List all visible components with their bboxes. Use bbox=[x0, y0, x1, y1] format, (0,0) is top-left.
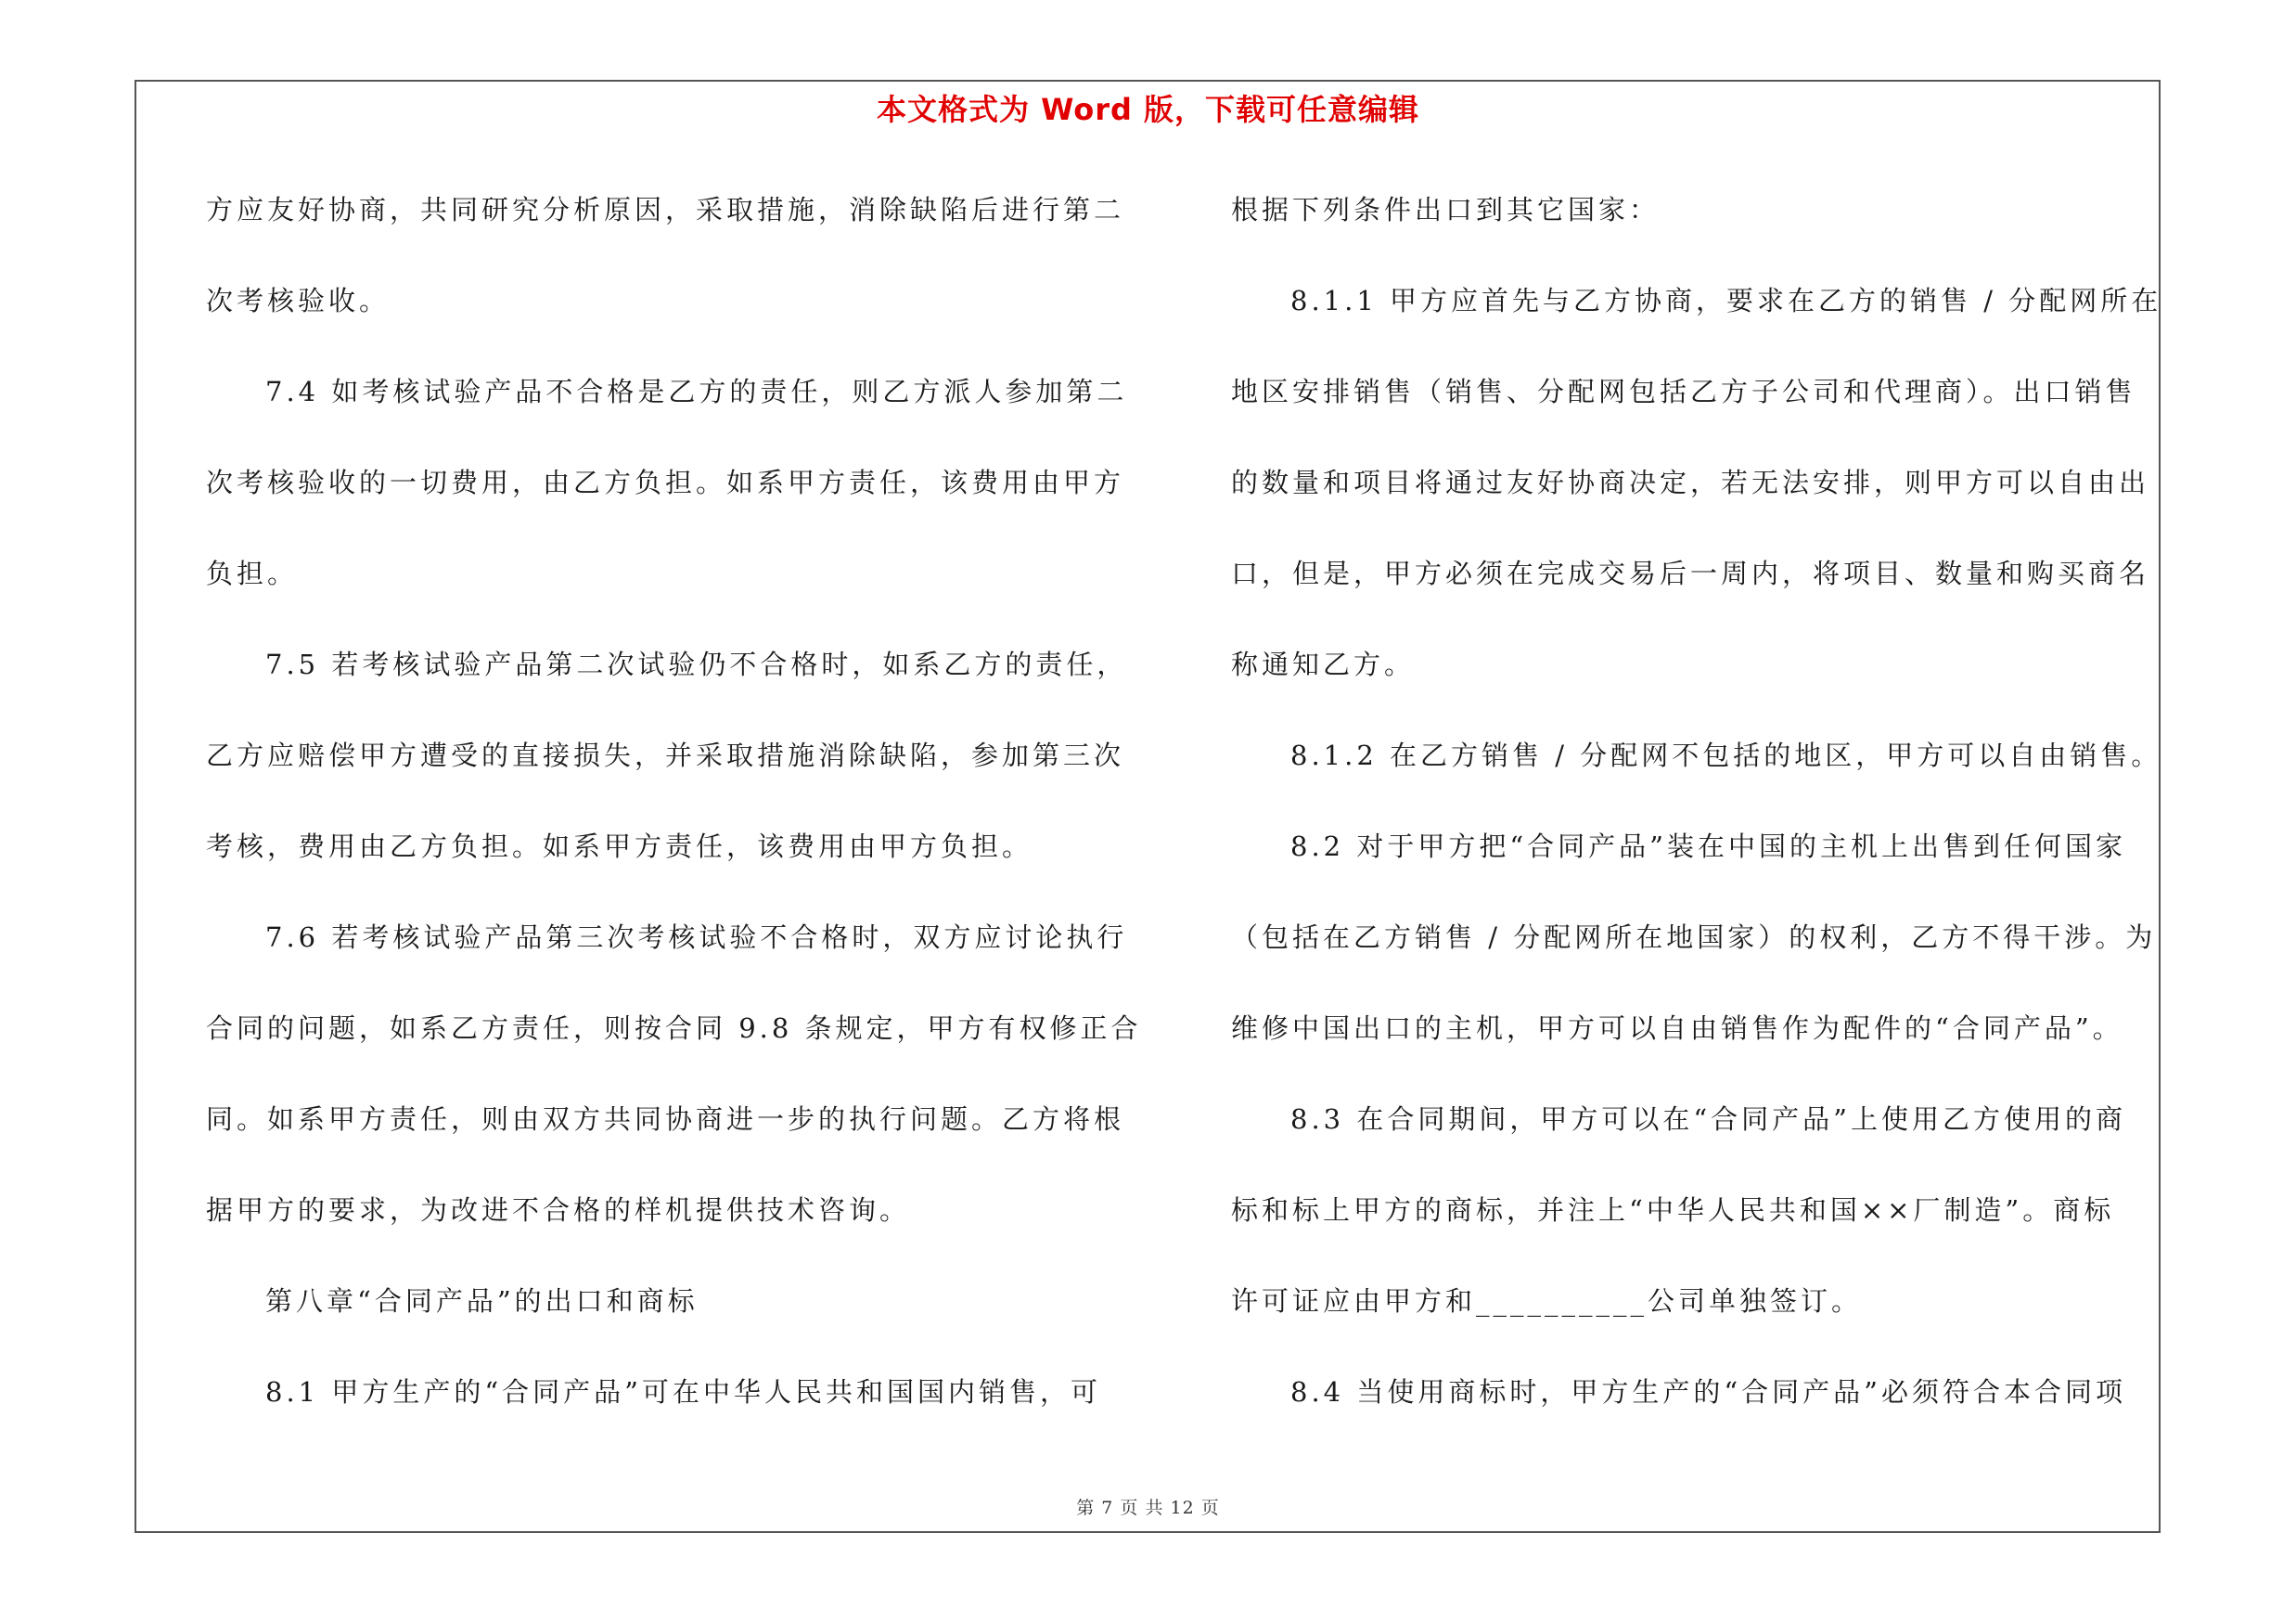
text-line: 同。如系甲方责任，则由双方共同协商进一步的执行问题。乙方将根 bbox=[206, 1103, 1125, 1135]
text-line: 8.2 对于甲方把“合同产品”装在中国的主机上出售到任何国家 bbox=[1290, 831, 2126, 862]
text-line: 负担。 bbox=[206, 558, 299, 589]
text-line: 合同的问题，如系乙方责任，则按合同 9.8 条规定，甲方有权修正合 bbox=[206, 1012, 1142, 1044]
text-line: 考核，费用由乙方负担。如系甲方责任，该费用由甲方负担。 bbox=[206, 831, 1033, 862]
text-line: 方应友好协商，共同研究分析原因，采取措施，消除缺陷后进行第二 bbox=[206, 194, 1125, 225]
text-line: 8.1.1 甲方应首先与乙方协商，要求在乙方的销售 / 分配网所在 bbox=[1290, 285, 2162, 316]
footer-suffix: 页 bbox=[1200, 1498, 1220, 1518]
text-line: 标和标上甲方的商标，并注上“中华人民共和国××厂制造”。商标 bbox=[1231, 1194, 2115, 1226]
current-page-number: 7 bbox=[1101, 1498, 1114, 1518]
total-page-count: 12 bbox=[1170, 1498, 1195, 1518]
text-line: 次考核验收。 bbox=[206, 285, 391, 316]
text-line: 7.6 若考核试验产品第三次考核试验不合格时，双方应讨论执行 bbox=[265, 921, 1128, 953]
editable-notice-banner: 本文格式为 Word 版，下载可任意编辑 bbox=[876, 92, 1420, 127]
text-line: 的数量和项目将通过友好协商决定，若无法安排，则甲方可以自由出 bbox=[1231, 467, 2150, 498]
text-line: 根据下列条件出口到其它国家： bbox=[1231, 194, 1661, 225]
text-line: （包括在乙方销售 / 分配网所在地国家）的权利，乙方不得干涉。为 bbox=[1231, 921, 2157, 953]
text-line: 乙方应赔偿甲方遭受的直接损失，并采取措施消除缺陷，参加第三次 bbox=[206, 740, 1125, 771]
text-line: 7.4 如考核试验产品不合格是乙方的责任，则乙方派人参加第二 bbox=[265, 376, 1128, 407]
text-line: 8.1.2 在乙方销售 / 分配网不包括的地区，甲方可以自由销售。 bbox=[1290, 740, 2162, 771]
text-line: 7.5 若考核试验产品第二次试验仍不合格时，如系乙方的责任， bbox=[265, 649, 1128, 680]
text-line: 地区安排销售（销售、分配网包括乙方子公司和代理商）。出口销售 bbox=[1231, 376, 2136, 407]
text-line: 次考核验收的一切费用，由乙方负担。如系甲方责任，该费用由甲方 bbox=[206, 467, 1125, 498]
left-column bbox=[206, 182, 1142, 1455]
text-line: 8.1 甲方生产的“合同产品”可在中华人民共和国国内销售，可 bbox=[265, 1376, 1101, 1408]
text-line: 口，但是，甲方必须在完成交易后一周内，将项目、数量和购买商名 bbox=[1231, 558, 2150, 589]
page-footer bbox=[0, 1494, 2296, 1519]
text-line: 维修中国出口的主机，甲方可以自由销售作为配件的“合同产品”。 bbox=[1231, 1012, 2123, 1044]
text-line: 许可证应由甲方和__________公司单独签订。 bbox=[1231, 1285, 1863, 1317]
chapter-heading: 第八章“合同产品”的出口和商标 bbox=[265, 1285, 699, 1317]
text-line: 8.4 当使用商标时，甲方生产的“合同产品”必须符合本合同项 bbox=[1290, 1376, 2126, 1408]
footer-prefix: 第 bbox=[1076, 1498, 1096, 1518]
footer-middle: 页 共 bbox=[1120, 1498, 1164, 1518]
text-line: 称通知乙方。 bbox=[1231, 649, 1416, 680]
right-column bbox=[1231, 182, 2162, 1455]
text-line: 8.3 在合同期间，甲方可以在“合同产品”上使用乙方使用的商 bbox=[1290, 1103, 2126, 1135]
text-line: 据甲方的要求，为改进不合格的样机提供技术咨询。 bbox=[206, 1194, 911, 1226]
